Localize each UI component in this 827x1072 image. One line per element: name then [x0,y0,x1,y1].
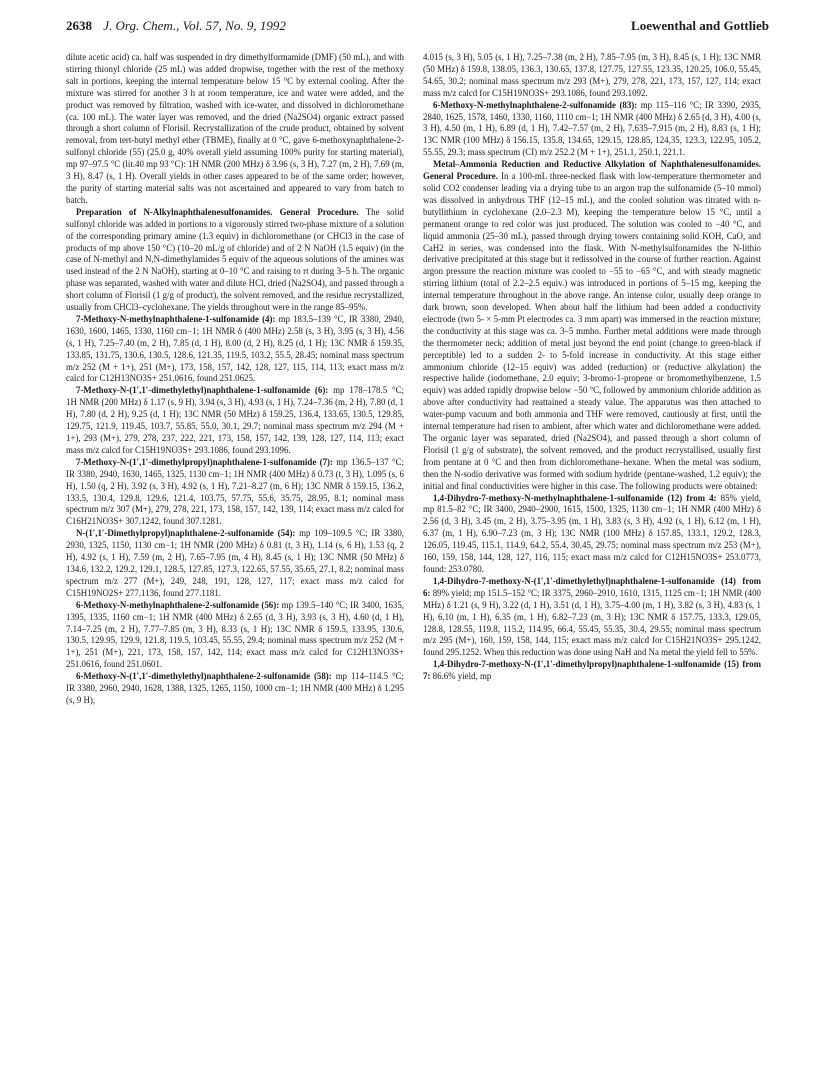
paragraph-heading: 1,4-Dihydro-7-methoxy-N-methylnaphthalene-1-sulfonamide (12) from 4: [433,492,717,503]
paragraph-heading: Metal–Ammonia Reduction and Reductive Alkylation of Naphthalenesulfonamides. General Procedure. [423,159,761,182]
paragraph [423,100,761,160]
paragraph [66,600,404,671]
paragraph [66,528,404,599]
paragraph-heading: 6-Methoxy-N-methylnaphthalene-2-sulfonamide (56): [76,599,280,610]
paragraph [66,207,404,314]
paragraph-heading: 6-Methoxy-N-(1′,1′-dimethylethyl)naphthalene-2-sulfonamide (58): [76,671,332,682]
paragraph-text: 85% yield, mp 81.5–82 °C; IR 3400, 2940–2900, 1615, 1500, 1325, 1130 cm−1; 1H NMR (400 MHz) δ 2.56 (d, 3 H), 3.45 (m, 2 H), 3.75–3.95 (m, 1 H), 3.83 (s, 3 H), 4.92 (s, 1 H), 6.12 (m, 1 H), 6.37 (m, 1 H), 6.90–7.23 (m, 3 H); 13C NMR (100 MHz) δ 157.85, 133.1, 129.2, 128.3, 126.05, 119.45, 115.1, 114.9, 64.2, 55.4, 30.45, 29.75; nominal mass spectrum m/z 253 (M+), 160, 159, 158, 144, 128, 127, 116, 115; exact mass m/z calcd for C12H15NO3S+ 253.0773, found: 253.0780. [423,492,762,574]
paragraph-heading: 1,4-Dihydro-7-methoxy-N-(1′,1′-dimethylethyl)naphthalene-1-sulfonamide (14) from 6: [423,575,761,598]
paragraph-text: mp 178–178.5 °C; 1H NMR (200 MHz) δ 1.17 (s, 9 H), 3.94 (s, 3 H), 4.93 (s, 1 H), 7.24–7.36 (m, 2 H), 7.80 (d, 1 H), 7.80 (d, 2 H), 9.25 (d, 1 H); 13C NMR (50 MHz) δ 159.25, 136.4, 133.65, 130.5, 129.85, 129.75, 121.9, 119.45, 103.7, 55.85, 55.0, 30.1, 29.7; nominal mass spectrum m/z 294 (M + 1+), 293 (M+), 279, 278, 237, 222, 221, 173, 158, 157, 142, 139, 128, 127, 114, 113; exact mass m/z calcd for C15H19NO3S+ 293.1086, found 293.1096. [66,385,404,455]
right-column [423,52,761,683]
paragraph-heading: 7-Methoxy-N-(1′,1′-dimethylpropyl)naphthalene-1-sulfonamide (7): [76,456,333,467]
paragraph-heading: Preparation of N-Alkylnaphthalenesulfonamides. General Procedure. [76,206,359,217]
paragraph-text: mp 109–109.5 °C; IR 3380, 2930, 1325, 1150, 1130 cm−1; 1H NMR (200 MHz) δ 0.81 (t, 3 H), 1.14 (s, 6 H), 1.53 (q, 2 H), 4.92 (s, 1 H), 7.59 (m, 2 H), 7.65–7.95 (m, 4 H), 8.45 (s, 1 H); 13C NMR (50 MHz) δ 134.6, 132.2, 129.2, 129.1, 128.5, 127.85, 127.3, 122.65, 57.55, 35.65, 27.1, 8.2; nominal mass spectrum m/z 277 (M+), 249, 248, 191, 128, 127, 117; exact mass m/z calcd for C15H19NO2S+ 277.1136, found 277.1181. [66,528,405,598]
paragraph [66,52,404,207]
paragraph-text: 86.6% yield, mp [430,671,492,682]
paragraph [423,493,761,576]
paragraph-text: mp 136.5–137 °C; IR 3380, 2940, 1630, 1465, 1325, 1130 cm−1; 1H NMR (400 MHz) δ 0.73 (t, 3 H), 1.095 (s, 6 H), 1.50 (q, 2 H), 3.92 (s, 3 H), 4.92 (s, 1 H), 7.21–8.27 (m, 6 H); 13C NMR δ 159.15, 136.2, 133.5, 130.4, 129.8, 129.6, 121.4, 103.75, 57.75, 55.6, 35.75, 28.95, 8.1; nominal mass spectrum m/z 307 (M+), 279, 278, 221, 173, 158, 157, 142, 139, 114; exact mass m/z calcd for C16H21NO3S+ 307.1242, found 307.1281. [66,456,404,527]
paragraph [423,159,761,492]
paragraph-text: 4.015 (s, 3 H), 5.05 (s, 1 H), 7.25–7.38 (m, 2 H), 7.85–7.95 (m, 3 H), 8.45 (s, 1 H); 13C NMR (50 MHz) δ 159.8, 138.05, 136.3, 130.65, 137.8, 127.75, 127.55, 123.35, 120.25, 106.0, 55.45, 54.65, 30.2; nominal mass spectrum m/z 293 (M+), 279, 278, 221, 173, 157, 127, 114; exact mass m/z calcd for C15H19NO3S+ 293.1086, found 293.1092. [423,52,761,98]
page-number: 2638 [66,18,92,33]
paragraph-text: In a 100-mL three-necked flask with low-temperature thermometer and solid CO2 condenser leading via a drying tube to an argon trap the sulfonamide (5–10 mmol) was dissolved in anhydrous THF (12–15 mL), and the cooled solution was titrated with n-butyllithium in cyclohexane (2.0–2.3 M), keeping the temperature below 15 °C, until a permanent orange to red color was just produced. The solution was cooled to −40 °C, and liquid ammonia (25–30 mL), passed through drying towers containing solid KOH, CaO, and CaH2 in series, was condensed into the flask. With N-methylsulfonamides the N-lithio derivative precipitated at this stage but it redissolved in the course of further reaction. Against argon pressure the reaction mixture was cooled to −55 to −65 °C, and with steady magnetic stirring lithium (total of 2.2–2.5 equiv.) was introduced in portions of 5–15 mg, keeping the internal temperature throughout in the above range. An intense color, usually deep orange to dark brown, soon developed. When about half the lithium had been added a conductivity electrode (two 5- × 5-mm Pt electrodes ca. 3 mm apart) was immersed in the reaction mixture; the conductivity at this stage was ca. 3–5 mmho. Further metal additions were made through the thermometer neck; addition of metal just beyond the end point (change to green-black if perceptible) led to a sudden 2- to 5-fold increase in conductivity. At this stage either ammonium chloride (12–15 equiv) was added (reduction) or (reductive alkylation) the respective halide (iodomethane, 2.0 equiv; 3-bromo-1-propene or bromomethylbenzene, 1.5 equiv) was added rapidly dropwise below −50 °C, followed by ammonium chloride addition as above after conductivity had reattained a steady value. The apparatus was then attached to water-pump vacuum and both ammonia and THF were removed, cautiously at first, until the internal temperature had risen to ambient, after which water and dichloromethane were added. The organic layer was separated, dried (Na2SO4), and passed through a short column of Florisil (1 g/g of substrate), the solvent removed, and the product recrystallised, usually first from pentane at 0 °C and then from dichloromethane–hexane. When the metal was sodium, then the N-sodio derivative was formed with sodium hydride (pentane-washed, 1.2 equiv); the initial and final conductivities were higher in this case. The following products were obtained: [423,171,762,491]
paragraph [66,385,404,456]
paragraph [66,314,404,385]
paragraph-text: mp 139.5–140 °C; IR 3400, 1635, 1395, 1335, 1160 cm−1; 1H NMR (400 MHz) δ 2.65 (d, 3 H), 3.93 (s, 3 H), 4.60 (d, 1 H), 7.14–7.25 (m, 2 H), 7.77–7.85 (m, 3 H), 8.33 (s, 1 H); 13C NMR δ 159.5, 133.95, 130.6, 130.5, 129.95, 129.9, 121.8, 119.5, 103.45, 55.55, 29.4; nominal mass spectrum m/z 252 (M + 1+), 251 (M+), 221, 173, 158, 157, 142, 114; exact mass m/z calcd for C12H13NO3S+ 251.0616, found 251.0601. [66,599,404,670]
paragraph-text: The solid sulfonyl chloride was added in portions to a vigorously stirred two-phase mixture of a solution of the corresponding primary amine (1.3 equiv) in dichloromethane (or CHCl3 in the case of products of mp above 150 °C) (10–20 mL/g of chloride) and of 2 N NaOH (1.5 equiv) (in the case of N-methyl and N,N-dimethylamides 5 equiv of the aqueous solutions of the amines was used instead of the 2 N NaOH), starting at 0–10 °C and raising to rt during 3–5 h. The organic phase was separated, washed with water and dilute HCl, dried (Na2SO4), and passed through a short column of Florisil (1 g/g of product), the solvent removed, and the residue recrystallized, usually from CHCl3–cyclohexane. The yields throughout were in the range 85–95%. [66,206,404,313]
paragraph [423,576,761,659]
paragraph-heading: 7-Methoxy-N-(1′,1′-dimethylethyl)naphthalene-1-sulfonamide (6): [76,385,329,396]
paragraph-text: 89% yield; mp 151.5–152 °C; IR 3375, 2960–2910, 1610, 1315, 1125 cm−1; 1H NMR (400 MHz) δ 1.21 (s, 9 H), 3.22 (d, 1 H), 3.51 (d, 1 H), 3.75–4.00 (m, 1 H), 3.82 (s, 3 H), 4.83 (s, 1 H), 6.10 (m, 1 H), 6.35 (m, 1 H), 6.82–7.23 (m, 3 H); 13C NMR δ 157.75, 133.3, 129.05, 128.8, 128.55, 119.8, 115.2, 114.95, 66.4, 55.45, 55.35, 30.4, 29.55; nominal mass spectrum m/z 295 (M+), 160, 159, 158, 144, 115; exact mass m/z calcd for C15H21NO3S+ 295.1242, found 295.1252. When this reduction was done using NaH and Na metal the yield fell to 55%. [423,587,761,658]
journal-citation: J. Org. Chem., Vol. 57, No. 9, 1992 [103,18,286,33]
left-column [66,52,404,707]
paragraph-text: mp 183.5–139 °C, IR 3380, 2940, 1630, 1600, 1465, 1330, 1160 cm−1; 1H NMR δ (400 MHz) 2.58 (s, 3 H), 3.95 (s, 3 H), 4.56 (s, 1 H), 7.25–7.40 (m, 2 H), 7.85 (d, 1 H), 8.00 (d, 2 H), 8.25 (d, 1 H); 13C NMR δ 159.35, 133.85, 131.75, 130.6, 130.5, 128.6, 121.35, 119.5, 103.2, 55.5, 28.45; nominal mass spectrum m/z 252 (M + 1+), 251 (M+), 173, 158, 157, 142, 128, 127, 115, 114, 113; exact mass m/z calcd for C12H13NO3S+ 251.0616, found 251.0625. [66,313,404,384]
paragraph-heading: 6-Methoxy-N-methylnaphthalene-2-sulfonamide (83): [433,99,638,110]
page-header [66,18,769,38]
paragraph [66,457,404,528]
paragraph-heading: N-(1′,1′-Dimethylpropyl)naphthalene-2-sulfonamide (54): [76,528,296,539]
paragraph [423,659,761,683]
paragraph-heading: 7-Methoxy-N-methylnaphthalene-1-sulfonamide (4): [76,313,276,324]
paragraph-text: mp 114–114.5 °C; IR 3380, 2960, 2940, 1628, 1388, 1325, 1265, 1150, 1000 cm−1; 1H NMR (400 MHz) δ 1.295 (s, 9 H), [66,671,404,705]
paragraph-text: dilute acetic acid) ca. half was suspended in dry dimethylformamide (DMF) (50 mL), and with stirring thionyl chloride (25 mL) was added dropwise, together with the rest of the methoxy salt in portions, keeping the internal temperature below 15 °C by external cooling. After the mixture was stirred for another 3 h at room temperature, ice and water were added, and the product was removed by filtration, washed with ice-water, and dissolved in dichloromethane (ca. 100 mL). The water layer was removed, and the dried (Na2SO4) organic extract passed through a short column of Florisil. Recrystallization of the crude product, obtained by solvent removal, from tert-butyl methyl ether (TBME), finally at 0 °C, gave 6-methoxynaphthalene-2-sulfonyl chloride (55) (25.0 g, 40% overall yield assuming 100% purity for starting material), mp 97–97.5 °C (lit.40 mp 93 °C): 1H NMR (200 MHz) δ 3.96 (s, 3 H), 7.27 (m, 2 H), 7.69 (m, 3 H), 8.47 (s, 1 H). Overall yields in other cases appeared to be of the same order; however, the purity of starting material salts was not ascertained and appeared to vary from batch to batch. [66,52,404,205]
running-authors: Loewenthal and Gottlieb [631,18,769,33]
paragraph [423,52,761,100]
paragraph [66,671,404,707]
paragraph-heading: 1,4-Dihydro-7-methoxy-N-(1′,1′-dimethylpropyl)naphthalene-1-sulfonamide (15) from 7: [423,659,761,682]
paragraph-text: mp 115–116 °C; IR 3390, 2935, 2840, 1625, 1578, 1460, 1330, 1160, 1110 cm−1; 1H NMR (400 MHz) δ 2.65 (d, 3 H), 4.00 (s, 3 H), 4.50 (m, 1 H), 6.89 (d, 1 H), 7.42–7.57 (m, 2 H), 7.635–7.915 (m, 2 H), 8.83 (s, 1 H); 13C NMR (100 MHz) δ 156.15, 135.8, 134.65, 129.15, 128.85, 124,35, 123.3, 122.95, 105.2, 55.55, 29.3; mass spectrum (CI) m/z 252.2 (M + 1+), 251.1, 250.1, 221.1. [423,99,761,158]
